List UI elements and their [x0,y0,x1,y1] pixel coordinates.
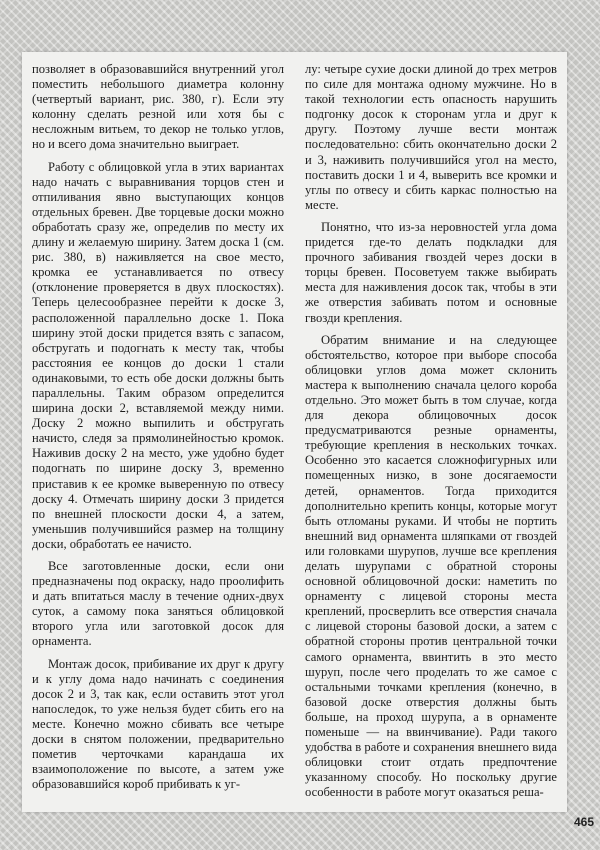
paragraph: Монтаж досок, прибивание их друг к другу и к углу дома надо начинать с соединения досок 2 и 3, так как, если оставить этот угол напоследок, то уже нельзя будет сбить его на месте. Конечно можно сбивать все четыре доски в снятом положении, предварительно пометив черточками карандаша их взаимоположение по высоте, а затем уже образовавшийся короб прибивать к уг- [32,656,284,792]
left-column [32,62,284,799]
book-page [22,52,567,812]
paragraph: Все заготовленные доски, если они предназначены под окраску, надо проолифить и дать впитаться маслу в течение одних-двух суток, а самому пока заняться облицовкой второго угла или заготовкой досок для орнамента. [32,559,284,649]
paragraph: Работу с облицовкой угла в этих вариантах надо начать с выравнивания торцов стен и отпиливания явно выступающих концов отдельных бревен. Две торцевые доски можно обработать сразу же, определив по месту их длину и желаемую ширину. Затем доска 1 (см. рис. 380, в) наживляется на свое место, кромка ее устанавливается по отвесу (отклонение проверяется в двух плоскостях). Теперь целесообразнее перейти к доске 3, расположенной параллельно доске 1. Пока ширину этой доски придется взять с запасом, обстругать и подогнать к месту так, чтобы расстояния ее концов до доски 1 стали одинаковыми, то есть обе доски должны быть параллельны. Таким образом определится ширина доски 2, вставляемой между ними. Доску 2 можно выпилить и обстругать начисто, следя за прямолинейностью кромок. Наживив доску 2 на место, уже удобно будет подогнать по ширине доску 3, временно приставив к ее кромке выверенную по отвесу доску 4. Отмечать ширину доски 3 придется по внешней плоскости доски 4, а затем, уменьшив получившийся размер на толщину доски, обработать ее начисто. [32,159,284,551]
paragraph: лу: четыре сухие доски длиной до трех метров по силе для монтажа одному мужчине. Но в такой технологии есть опасность нарушить подгонку досок к сторонам угла и друг к другу. Поэтому лучше вести монтаж последовательно: сбить окончательно доски 2 и 3, наживить получившийся угол на место, поставить доски 1 и 4, выверить все кромки и углы по отвесу и сбить каркас полностью на месте. [305,62,557,212]
paragraph: Понятно, что из-за неровностей угла дома придется где-то делать подкладки для прочного забивания гвоздей через доски в торцы бревен. Посоветуем также выбирать места для наживления досок так, чтобы в эти же отверстия забивать потом и основные гвозди крепления. [305,219,557,325]
paragraph: позволяет в образовавшийся внутренний угол поместить небольшого диаметра колонну (четвертый вариант, рис. 380, г). Если эту колонну сделать резной или хотя бы с несложным витьем, то декор не только углов, но и всего дома значительно выиграет. [32,62,284,152]
right-column [305,62,557,808]
paragraph: Обратим внимание и на следующее обстоятельство, которое при выборе способа облицовки углов дома может склонить мастера к выполнению сначала целого короба отдельно. Это может быть в том случае, когда для декора облицовочных досок предусматриваются резные орнаменты, требующие крепления в нескольких точках. Особенно это касается сложнофигурных или помещенных низко, в зоне досягаемости детей, орнаментов. Тогда приходится дополнительно крепить концы, которые могут быть отломаны руками. И чтобы не портить внешний вид орнамента шляпками от гвоздей или головками шурупов, лучше все крепления делать шурупами с обратной стороны основной облицовочной доски: наметить по орнаменту с лицевой стороны места креплений, просверлить все отверстия сначала с лицевой стороны базовой доски, а затем с обратной стороны против центральной точки самого орнамента, ввинтить в это место шуруп, после чего проделать то же самое с остальными точками крепления (конечно, в базовой доске отверстия должны быть больше, на проход шурупа, а в орнаменте поменьше — на ввинчивание). Ради такого удобства в работе и сохранения внешнего вида облицовки стоит отдать предпочтение указанному способу. Но поскольку другие особенности в работе могут оказаться реша- [305,332,557,800]
page-number: 465 [574,815,595,829]
